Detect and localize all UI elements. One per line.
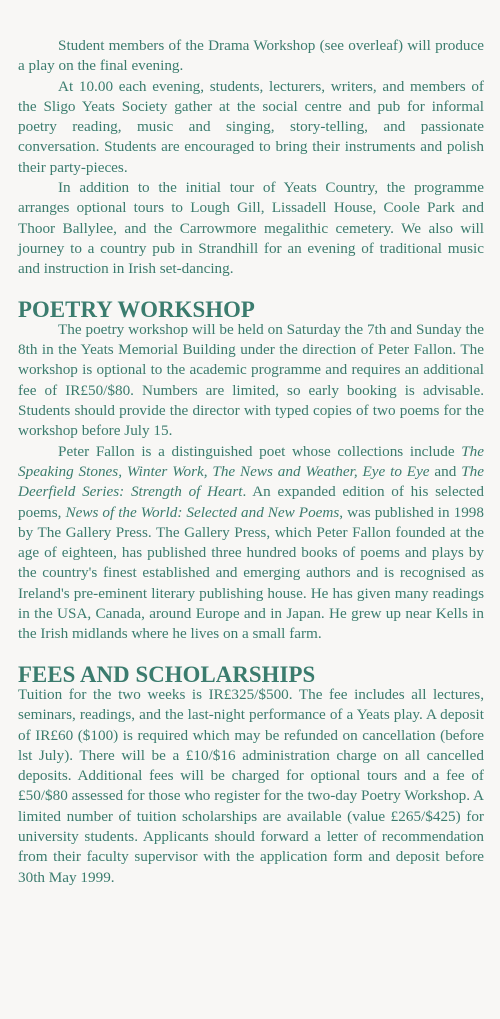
intro-paragraph-evenings: At 10.00 each evening, students, lecturers, writers, and members of the Sligo Yeats Society gather at the social centre and pub for informal poetry reading, music and singing, story-telling, and passionate conversation. Students are encouraged to bring their instruments and polish their party-pieces. — [18, 77, 484, 176]
poetry-workshop-heading: POETRY WORKSHOP — [18, 296, 255, 322]
fees-paragraph: Tuition for the two weeks is IR£325/$500. The fee includes all lectures, seminars, readings, and the last-night performance of a Yeats play. A deposit of IR£60 ($100) is required which may be refunded on cancellation (before lst July). There will be a £10/$16 administration charge on all cancelled deposits. Additional fees will be charged for optional tours and a fee of £50/$80 assessed for those who register for the two-day Poetry Workshop. A limited number of tuition scholarships are available (value £265/$425) for university students. Applicants should forward a letter of recommendation from their faculty supervisor with the application form and deposit before 30th May 1999. — [18, 685, 484, 886]
fallon-text-3: . An expanded edition of his selected poems, — [18, 483, 484, 521]
intro-paragraph-tours: In addition to the initial tour of Yeats Country, the programme arranges optional tours to Lough Gill, Lissadell House, Coole Park and Thoor Ballylee, and the Carrowmore megalithic cemetery. We also will journey to a country pub in Strandhill for an evening of traditional music and instruction in Irish set-dancing. — [18, 179, 484, 278]
fallon-text-4: , was published in 1998 by The Gallery Press. The Gallery Press, which Peter Fallon founded at the age of eighteen, has published three hundred books of poems and plays by the country's finest established and emerging authors and is recognised as Ireland's pre-eminent literary publishing house. He has given many readings in the USA, Canada, around Europe and in Japan. He grew up near Kells in the Irish midlands where he lives on a small farm. — [18, 503, 484, 643]
fallon-selected-poems-title: News of the World: Selected and New Poems — [65, 503, 340, 521]
document-page — [18, 36, 484, 888]
poetry-workshop-paragraph: The poetry workshop will be held on Saturday the 7th and Sunday the 8th in the Yeats Memorial Building under the direction of Peter Fallon. The workshop is optional to the academic programme and requires an additional fee of IR£50/$80. Numbers are limited, so early booking is advisable. Students should provide the director with typed copies of two poems for the workshop before July 15. — [18, 320, 484, 440]
fees-heading: FEES AND SCHOLARSHIPS — [18, 661, 316, 687]
intro-paragraph-drama: Student members of the Drama Workshop (see overleaf) will produce a play on the final evening. — [18, 37, 484, 75]
fallon-text-1: Peter Fallon is a distinguished poet whose collections include — [58, 442, 462, 460]
fallon-text-2: and — [429, 462, 462, 480]
peter-fallon-paragraph — [18, 442, 484, 645]
fallon-collections-title: The Speaking Stones, Winter Work, The News and Weather, Eye to Eye — [18, 442, 484, 480]
fallon-deerfield-title: The Deerfield Series: Strength of Heart — [18, 462, 484, 501]
